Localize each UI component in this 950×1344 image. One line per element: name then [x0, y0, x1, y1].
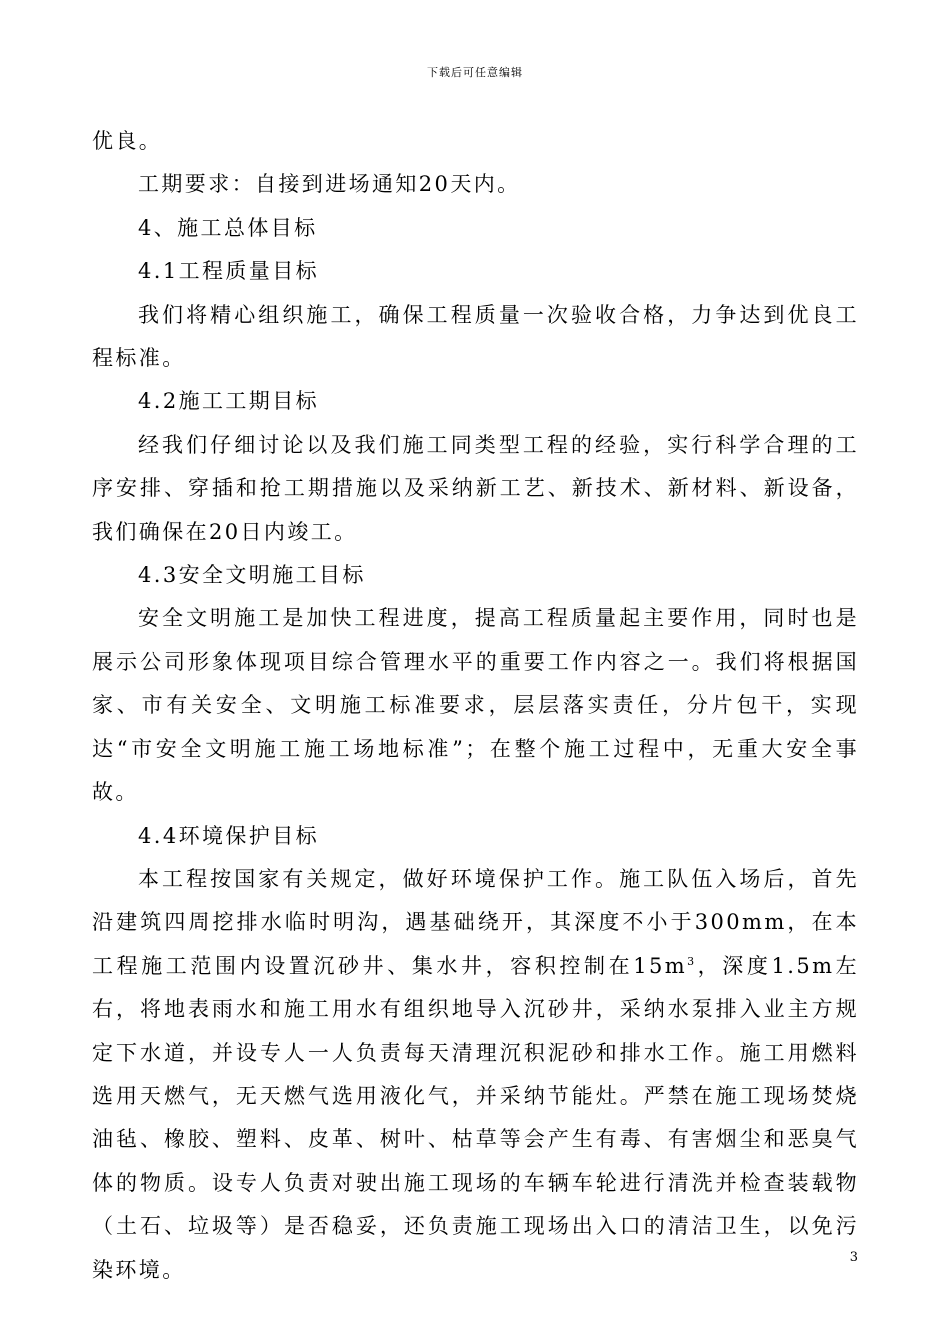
section-heading-4-4: 4.4环境保护目标 — [138, 823, 319, 848]
environment-text-part-2: ，深度1.5m左右，将地表雨水和施工用水有组织地导入沉砂井，采纳水泵排入业主方规定下水道，并设专人一人负责每天清理沉积泥砂和排水工作。施工用燃料选用天燃气，无天燃气选用液化气，并采纳节能灶。严禁在施工现场焚烧油毡、橡胶、塑料、皮革、树叶、枯草等会产生有毒、有害烟尘和恶臭气体的物质。设专人负责对驶出施工现场的车辆车轮进行清洗并检查装载物（土石、垃圾等）是否稳妥，还负责施工现场出入口的清洁卫生，以免污染环境。 — [92, 953, 860, 1282]
paragraph-quality-goal: 我们将精心组织施工，确保工程质量一次验收合格，力争达到优良工程标准。 — [92, 302, 859, 371]
paragraph-environment-goal — [92, 858, 859, 1292]
paragraph-safety-goal: 安全文明施工是加快工程进度，提高工程质量起主要作用，同时也是展示公司形象体现项目综合管理水平的重要工作内容之一。我们将根据国家、市有关安全、文明施工标准要求，层层落实责任，分片包干，实现达“市安全文明施工施工场地标准”；在整个施工过程中，无重大安全事故。 — [92, 606, 859, 805]
section-heading-4-3: 4.3安全文明施工目标 — [138, 563, 366, 588]
paragraph-schedule-requirement: 工期要求：自接到进场通知20天内。 — [138, 172, 521, 197]
section-heading-4-1: 4.1工程质量目标 — [138, 259, 319, 284]
page-number: 3 — [849, 1250, 858, 1265]
document-body — [92, 120, 859, 1292]
section-heading-4: 4、施工总体目标 — [138, 215, 318, 240]
environment-text-part-1: 本工程按国家有关规定，做好环境保护工作。施工队伍入场后，首先沿建筑四周挖排水临时明沟，遇基础绕开，其深度不小于300mm，在本工程施工范围内设置沉砂井、集水井，容积控制在15m — [92, 866, 859, 978]
paragraph-continuation: 优良。 — [92, 129, 163, 153]
section-heading-4-2: 4.2施工工期目标 — [138, 389, 319, 414]
page-header: 下载后可任意编辑 — [427, 66, 523, 79]
paragraph-schedule-goal: 经我们仔细讨论以及我们施工同类型工程的经验，实行科学合理的工序安排、穿插和抢工期措施以及采纳新工艺、新技术、新材料、新设备，我们确保在20日内竣工。 — [92, 432, 859, 544]
cubic-superscript: 3 — [687, 954, 697, 968]
